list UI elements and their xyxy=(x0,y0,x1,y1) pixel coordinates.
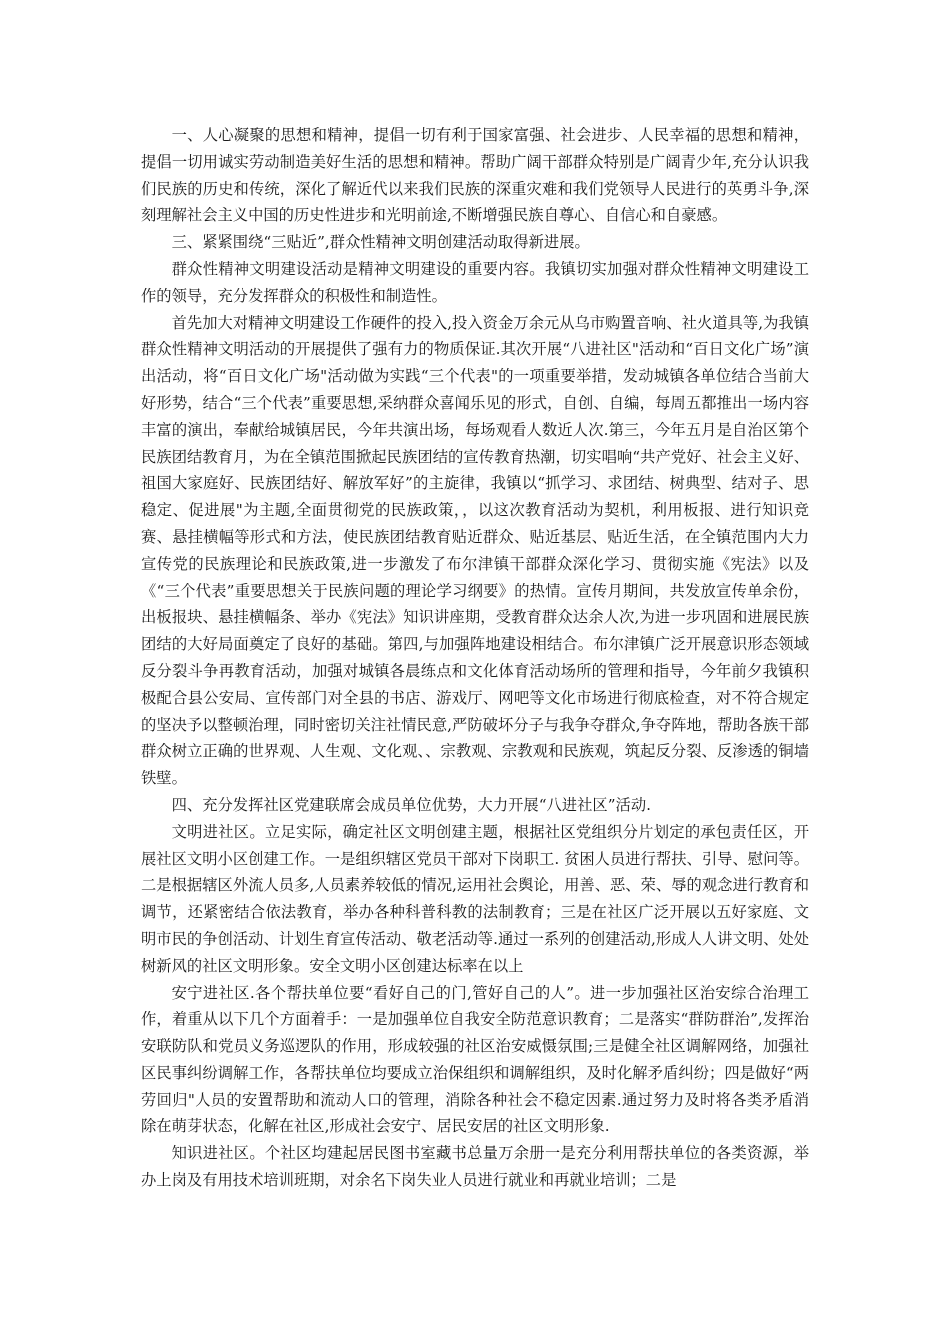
paragraph-security: 安宁进社区.各个帮扶单位要“看好自己的门,管好自己的人”。进一步加强社区治安综合治理工作，着重从以下几个方面着手：一是加强单位自我安全防范意识教育；二是落实“群防群治”,发挥治安联防队和党员义务巡逻队的作用，形成较强的社区治安威慑氛围;三是健全社区调解网络，加强社区民事纠纷调解工作，各帮扶单位均要成立治保组织和调解组织，及时化解矛盾纠纷；四是做好“两劳回归"人员的安置帮助和流动人口的管理，消除各种社会不稳定因素.通过努力及时将各类矛盾消除在萌芽状态，化解在社区,形成社会安宁、居民安居的社区文明形象. xyxy=(141,983,809,1136)
paragraph-2: 群众性精神文明建设活动是精神文明建设的重要内容。我镇切实加强对群众性精神文明建设工作的领导，充分发挥群众的积极性和制造性。 xyxy=(141,259,809,305)
section-heading-4: 四、充分发挥社区党建联席会成员单位优势，大力开展“八进社区”活动. xyxy=(171,795,652,814)
paragraph-1: 一、人心凝聚的思想和精神，提倡一切有利于国家富强、社会进步、人民幸福的思想和精神，提倡一切用诚实劳动制造美好生活的思想和精神。帮助广阔干部群众特别是广阔青少年,充分认识我们民族的历史和传统，深化了解近代以来我们民族的深重灾难和我们党领导人民进行的英勇斗争,深刻理解社会主义中国的历史性进步和光明前途,不断增强民族自尊心、自信心和自豪感。 xyxy=(141,126,809,225)
paragraph-3: 首先加大对精神文明建设工作硬件的投入,投入资金万余元从乌市购置音响、社火道具等,为我镇群众性精神文明活动的开展提供了强有力的物质保证.其次开展“八进社区"活动和“百日文化广场”演出活动，将“百日文化广场"活动做为实践“三个代表"的一项重要举措，发动城镇各单位结合当前大好形势，结合“三个代表”重要思想,采纳群众喜闻乐见的形式，自创、自编，每周五都推出一场内容丰富的演出，奉献给城镇居民，今年共演出场，每场观看人数近人次.第三，今年五月是自治区第个民族团结教育月，为在全镇范围掀起民族团结的宣传教育热潮，切实唱响“共产党好、社会主义好、祖国大家庭好、民族团结好、解放军好”的主旋律，我镇以“抓学习、求团结、树典型、结对子、思稳定、促进展"为主题,全面贯彻党的民族政策，，以这次教育活动为契机，利用板报、进行知识竞赛、悬挂横幅等形式和方法，使民族团结教育贴近群众、贴近基层、贴近生活，在全镇范围内大力宣传党的民族理论和民族政策,进一步激发了布尔津镇干部群众深化学习、贯彻实施《宪法》以及《“三个代表”重要思想关于民族问题的理论学习纲要》的热情。宣传月期间，共发放宣传单余份，出板报块、悬挂横幅条、举办《宪法》知识讲座期，受教育群众达余人次,为进一步巩固和进展民族团结的大好局面奠定了良好的基础。第四,与加强阵地建设相结合。布尔津镇广泛开展意识形态领域反分裂斗争再教育活动，加强对城镇各晨练点和文化体育活动场所的管理和指导，今年前夕我镇积极配合县公安局、宣传部门对全县的书店、游戏厅、网吧等文化市场进行彻底检查，对不符合规定的坚决予以整顿治理，同时密切关注社情民意,严防破坏分子与我争夺群众,争夺阵地，帮助各族干部群众树立正确的世界观、人生观、文化观、、宗教观、宗教观和民族观，筑起反分裂、反渗透的铜墙铁壁。 xyxy=(141,313,809,788)
document-body xyxy=(141,122,809,1194)
paragraph-civilization: 文明进社区。立足实际，确定社区文明创建主题，根据社区党组织分片划定的承包责任区，开展社区文明小区创建工作。一是组织辖区党员干部对下岗职工. 贫困人员进行帮扶、引导、慰问等。二是根据辖区外流人员多,人员素养较低的情况,运用社会舆论，用善、恶、荣、辱的观念进行教育和调节，还紧密结合依法教育，举办各种科普科教的法制教育；三是在社区广泛开展以五好家庭、文明市民的争创活动、计划生育宣传活动、敬老活动等.通过一系列的创建活动,形成人人讲文明、处处树新风的社区文明形象。安全文明小区创建达标率在以上 xyxy=(141,822,809,975)
paragraph-knowledge: 知识进社区。个社区均建起居民图书室藏书总量万余册一是充分利用帮扶单位的各类资源，举办上岗及有用技术培训班期，对余名下岗失业人员进行就业和再就业培训；二是 xyxy=(141,1144,809,1190)
section-heading-3: 三、紧紧围绕“三贴近”,群众性精神文明创建活动取得新进展。 xyxy=(171,233,590,252)
